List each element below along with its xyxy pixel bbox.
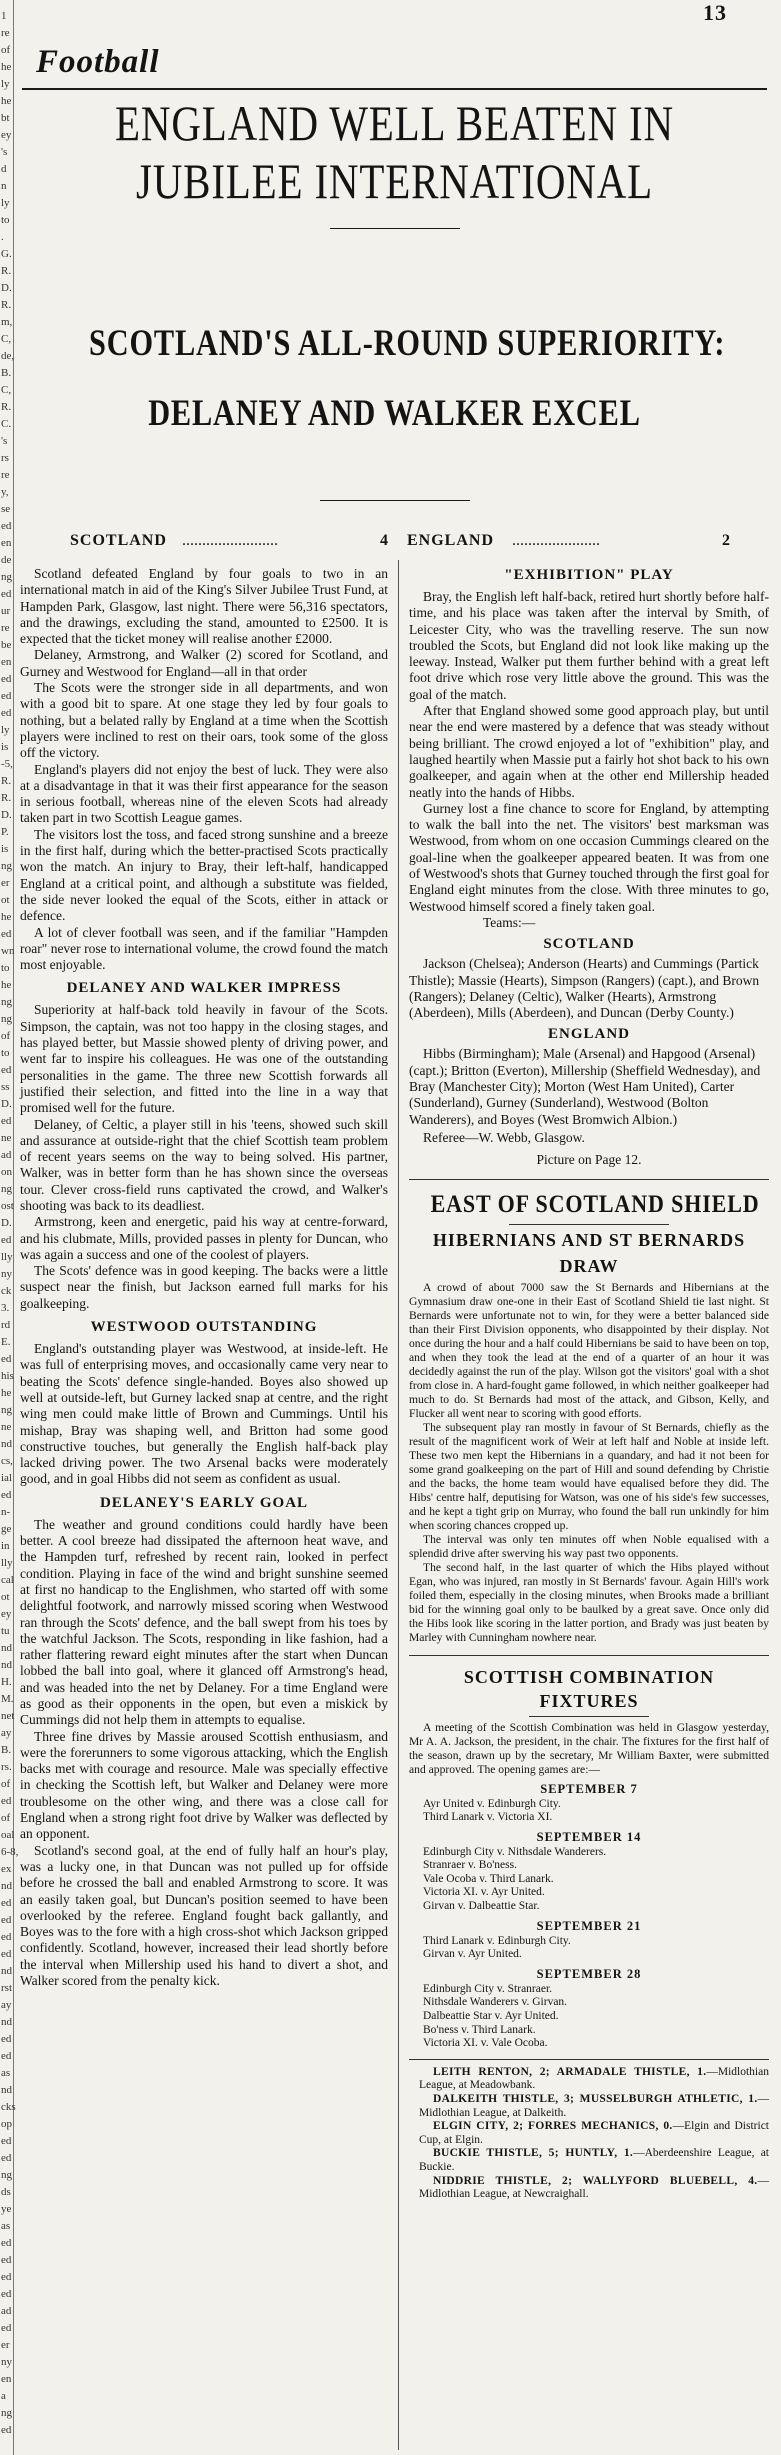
paragraph: The second half, in the last quarter of which the Hibs played without Egan, who was injured, ran mostly in St Bernards' favour. Again Hill's work foiled them, especially in the closing minutes, when Brooks made a brilliant bid for the winning goal only to be baulked by a great save. Once only did the Hibs look like scoring in the latter portion, and Brady was just beaten by Marley with Cunningham nowhere near.: [409, 1560, 769, 1644]
edge-fragment: in: [1, 1540, 10, 1552]
edge-fragment: to: [1, 1047, 10, 1059]
edge-fragment: lly: [1, 1557, 13, 1569]
edge-fragment: ed: [1, 707, 12, 719]
page-number: 13: [703, 0, 727, 25]
headline-line-2: JUBILEE INTERNATIONAL: [135, 153, 654, 209]
edge-fragment: ng: [1, 2407, 12, 2419]
fixture: Nithsdale Wanderers v. Girvan.: [423, 1996, 568, 2009]
edge-fragment: ck: [1, 1285, 12, 1297]
edge-fragment: of: [1, 1812, 11, 1824]
subheadline-line-1: SCOTLAND'S ALL-ROUND SUPERIORITY:: [89, 323, 726, 364]
paragraph: Scotland defeated England by four goals to two in an international match in aid of the King's Silver Jubilee Trust Fund, at Hampden Park, Glasgow, last night. There were 56,316 spectators, and the drawings, excluding the stand, amounted to £2500. It is expected that the ticket money will realise another £2000.: [20, 566, 388, 647]
edge-fragment: y,: [1, 486, 9, 498]
paragraph: After that England showed some good approach play, but until near the end were mastered by a defence that was steady without being brilliant. The crowd enjoyed a lot of "exhibition" play, and laughed heartily when Massie put a fairly hot shot back to his own goalkeeper, and again when at the other end Millership headed neatly into the hands of Hibbs.: [409, 703, 769, 800]
edge-fragment: on: [1, 1166, 12, 1178]
edge-fragment: nd: [1, 1880, 12, 1892]
edge-fragment: B.: [1, 367, 12, 379]
fixture: Victoria XI. v. Ayr United.: [423, 1886, 545, 1899]
home-dots: ........................: [182, 532, 278, 549]
edge-fragment: ed: [1, 673, 12, 685]
adjacent-column-fragments: [0, 0, 19, 2455]
paragraph: Three fine drives by Massie aroused Scottish enthusiasm, and were the forerunners to some vigorous attacking, which the English backs met with courage and resource. Male was specially effective in checking the Scottish left, but Walker and Delaney were more troublesome on the other wing, and there was a close call for England when a strong right foot drive by Walker was deflected by an opponent.: [20, 1728, 388, 1842]
edge-fragment: he: [1, 95, 12, 107]
edge-fragment: ey: [1, 1608, 12, 1620]
edge-fragment: of: [1, 1030, 11, 1042]
edge-fragment: of: [1, 1778, 11, 1790]
fixture: Edinburgh City v. Stranraer.: [423, 1982, 553, 1995]
edge-fragment: ed: [1, 2424, 12, 2436]
edge-fragment: re: [1, 27, 10, 39]
edge-fragment: D.: [1, 1098, 12, 1110]
paragraph: Delaney, Armstrong, and Walker (2) scored for Scotland, and Gurney and Westwood for England—all in that order: [20, 647, 388, 679]
edge-fragment: ur: [1, 605, 11, 617]
edge-fragment: P.: [1, 826, 9, 838]
paragraph: England's players did not enjoy the best of luck. They were also at a disadvantage in that it was their first appearance for the season in serious football, whereas nine of the eleven Scots had already taken part in two Scottish League games.: [20, 761, 388, 826]
edge-fragment: his: [1, 1370, 14, 1382]
edge-fragment: se: [1, 503, 11, 515]
edge-fragment: ds: [1, 2186, 11, 2198]
edge-fragment: 's: [1, 146, 8, 158]
result-note: —Aberdeenshire League, at Buckie.: [419, 2147, 769, 2173]
fixture-date: SEPTEMBER 14: [536, 1829, 642, 1844]
edge-fragment: C.: [1, 418, 12, 430]
paragraph: Bray, the English left half-back, retired hurt shortly before half-time, and his place was taken after the interval by Smith, of Leicester City, who was the travelling reserve. The sun now troubled the Scots, but England did not look like making up the leeway. Instead, Walker put them further behind with a great left foot drive which rose very little above the ground. This was the goal of the match.: [409, 589, 769, 702]
edge-fragment: ex: [1, 1863, 12, 1875]
edge-fragment: to: [1, 214, 10, 226]
edge-fragment: D.: [1, 282, 12, 294]
edge-fragment: ed: [1, 1795, 12, 1807]
fixture: Ayr United v. Edinburgh City.: [423, 1797, 561, 1810]
edge-fragment: ed: [1, 1931, 12, 1943]
edge-fragment: cs,: [1, 1455, 13, 1467]
edge-fragment: ed: [1, 2237, 12, 2249]
subheadline-line-2: DELANEY AND WALKER EXCEL: [148, 393, 641, 434]
result-note: —Midlothian League, at Dalkeith.: [419, 2093, 769, 2119]
team-title-scotland: SCOTLAND: [543, 936, 635, 953]
edge-fragment: ye: [1, 2203, 12, 2215]
edge-fragment: ed: [1, 588, 12, 600]
edge-fragment: ed: [1, 1234, 12, 1246]
home-team: SCOTLAND: [70, 532, 167, 549]
edge-fragment: d: [1, 163, 7, 175]
fixture: Girvan v. Dalbeattie Star.: [423, 1900, 540, 1913]
edge-fragment: ny: [1, 1268, 12, 1280]
result-line: [409, 2120, 769, 2147]
edge-fragment: ly: [1, 78, 10, 90]
edge-fragment: ed: [1, 1489, 12, 1501]
edge-fragment: ne: [1, 1421, 12, 1433]
edge-fragment: as: [1, 2067, 11, 2079]
subhead: WESTWOOD OUTSTANDING: [90, 1319, 318, 1336]
result-teams: DALKEITH THISTLE, 3; MUSSELBURGH ATHLETIC, 1.: [433, 2093, 758, 2105]
edge-fragment: be: [1, 639, 12, 651]
edge-fragment: re: [1, 622, 10, 634]
edge-fragment: ed: [1, 1914, 12, 1926]
divider: [509, 1224, 669, 1225]
shield-headline: EAST OF SCOTLAND SHIELD: [430, 1190, 760, 1218]
result-line: [409, 2175, 769, 2202]
edge-fragment: to: [1, 962, 10, 974]
result-teams: BUCKIE THISTLE, 5; HUNTLY, 1.: [433, 2147, 634, 2160]
fixture: Girvan v. Ayr United.: [423, 1948, 522, 1961]
edge-fragment: ng: [1, 1013, 12, 1025]
edge-fragment: ge: [1, 1523, 12, 1535]
edge-fragment: lly: [1, 1251, 13, 1263]
edge-fragment: 1: [1, 10, 7, 22]
edge-fragment: er: [1, 877, 10, 889]
edge-fragment: G.: [1, 248, 12, 260]
edge-fragment: nd: [1, 1642, 12, 1654]
shield-subhead-2: DRAW: [559, 1255, 619, 1276]
paragraph: Delaney, of Celtic, a player still in his 'teens, showed such skill and assurance at outside-right that the chief Scottish team problem of recent years seems on the way to being solved. His partner, Walker, was in better form than he has shown since the overseas tour. Clever cross-field runs captivated the crowd, and Walker's shooting was back to its deadliest.: [20, 1116, 388, 1213]
divider: [409, 1179, 769, 1180]
paragraph: A crowd of about 7000 saw the St Bernards and Hibernians at the Gymnasium draw one-one in their East of Scotland Shield tie last night. St Bernards were unfortunate not to win, for they were a better balanced side than their First Division opponents, who disappointed by their display. Not once during the hour and a half could Hibernians be said to have been on top, and when they took the lead at the end of a quarter of an hour it was decidedly against the run of the play. Wilson got the visitors' goal with a shot from close in. A hard-fought game followed, in which neither goalkeeper had much to do. St Bernards had most of the attack, and Gibson, Kelly, and Flucker all went near to scoring with good efforts.: [409, 1280, 769, 1420]
column-a: [20, 566, 388, 1989]
paragraph: The weather and ground conditions could hardly have been better. A cool breeze had dissipated the afternoon heat wave, and the Hampden turf, refreshed by recent rain, looked in perfect condition. Playing in face of the wind and bright sunshine seemed at first no handicap to the Englishmen, who started off with some delightful footwork, and narrowly missed scoring when Westwood ran through the Scots' defence, and the ball swept from his toes by the watchful Jackson. The Scots, responding in like fashion, had a rather flattering reward eight minutes after the start when Duncan lobbed the ball into goal, where it glanced off Armstrong's head, and was headed into the net by Delaney. For a time England were as good as their opponents in the open, but even a miskick by Cummings did not help them in attempts to equalise.: [20, 1516, 388, 1728]
edge-fragment: n: [1, 180, 7, 192]
fixture: Stranraer v. Bo'ness.: [423, 1859, 517, 1872]
divider: [529, 1716, 649, 1717]
headline-divider: [330, 228, 460, 229]
shield-subhead: HIBERNIANS AND ST BERNARDS: [432, 1229, 746, 1250]
edge-fragment: .: [1, 231, 4, 243]
edge-fragment: he: [1, 979, 12, 991]
edge-fragment: ne: [1, 1132, 12, 1144]
fixture: Third Lanark v. Victoria XI.: [423, 1811, 553, 1824]
result-note: —Elgin and District Cup, at Elgin.: [419, 2120, 769, 2146]
edge-fragment: R.: [1, 775, 12, 787]
teams-label: Teams:—: [483, 914, 536, 930]
edge-fragment: he: [1, 1387, 12, 1399]
edge-fragment: as: [1, 2220, 11, 2232]
edge-fragment: ng: [1, 2169, 12, 2181]
edge-fragment: rst: [1, 1982, 12, 1994]
edge-fragment: rs: [1, 452, 9, 464]
subhead: "EXHIBITION" PLAY: [504, 567, 674, 583]
edge-fragment: ed: [1, 2135, 12, 2147]
team-list-england: Hibbs (Birmingham); Male (Arsenal) and Hapgood (Arsenal) (capt.); Britton (Everton), Millership (Sheffield Wednesday), and Bray (Manchester City); Morton (West Ham United), Carter (Sunderland), Gurney (Sunderland), Westwood (Bolton Wanderers), and Boyes (West Bromwich Albion.): [409, 1046, 761, 1127]
combination-headline-2: FIXTURES: [539, 1690, 639, 1711]
result-teams: LEITH RENTON, 2; ARMADALE THISTLE, 1.: [433, 2065, 707, 2078]
edge-fragment: ay: [1, 1727, 12, 1739]
fixture: Dalbeattie Star v. Ayr United.: [423, 2010, 559, 2023]
edge-fragment: ed: [1, 1064, 12, 1076]
edge-fragment: ed: [1, 2152, 12, 2164]
edge-fragment: ed: [1, 2322, 12, 2334]
edge-fragment: ly: [1, 724, 10, 736]
subhead: DELANEY AND WALKER IMPRESS: [66, 980, 342, 997]
team-title-england: ENGLAND: [547, 1026, 630, 1043]
edge-fragment: ed: [1, 2254, 12, 2266]
away-team: ENGLAND: [407, 532, 495, 549]
edge-fragment: de,: [1, 350, 15, 362]
scoreline: [22, 532, 767, 554]
paragraph: The Scots' defence was in good keeping. The backs were a little suspect near the finish, but Jackson earned full marks for his goalkeeping.: [20, 1263, 388, 1311]
edge-fragment: en: [1, 537, 12, 549]
edge-fragment: B.: [1, 1744, 12, 1756]
edge-fragment: op: [1, 2118, 12, 2130]
edge-fragment: ey: [1, 129, 12, 141]
edge-fragment: net: [1, 1710, 15, 1722]
edge-fragment: er: [1, 2339, 10, 2351]
edge-fragment: wn: [1, 945, 15, 957]
deck-divider: [320, 500, 470, 501]
edge-fragment: ed: [1, 1115, 12, 1127]
team-list-scotland: Jackson (Chelsea); Anderson (Hearts) and Cummings (Partick Thistle); Massie (Hearts), Simpson (Rangers) (capt.), and Brown (Rangers); Delaney (Celtic), Walker (Hearts), Armstrong (Aberdeen), Mills (Aberdeen), and Duncan (Derby County.): [409, 956, 760, 1021]
edge-fragment: nd: [1, 1438, 12, 1450]
paragraph: The Scots were the stronger side in all departments, and won with a good bit to spare. At one stage they led by four goals to nothing, but a belated rally by England at a time when the Scottish players were inclined to rest on their oars, took some of the gloss off the victory.: [20, 680, 388, 761]
edge-fragment: 3.: [1, 1302, 10, 1314]
paragraph: The visitors lost the toss, and faced strong sunshine and a breeze in the first half, during which the better-practised Scots practically won the match. An injury to Bray, their left-half, handicapped England at a critical point, and although a substitute was fielded, the side never looked the equal of the Scots, either in attack or defence.: [20, 826, 388, 924]
headline-line-1: ENGLAND WELL BEATEN IN: [115, 95, 674, 151]
picture-note: Picture on Page 12.: [536, 1152, 642, 1168]
edge-fragment: rs.: [1, 1761, 12, 1773]
edge-fragment: a: [1, 2390, 6, 2402]
edge-fragment: tu: [1, 1625, 10, 1637]
edge-fragment: nd: [1, 1965, 12, 1977]
edge-fragment: ng: [1, 860, 12, 872]
edge-fragment: nd: [1, 1659, 12, 1671]
edge-fragment: H.: [1, 1676, 12, 1688]
edge-fragment: bt: [1, 112, 10, 124]
edge-fragment: ny: [1, 2356, 12, 2368]
edge-fragment: ed: [1, 2271, 12, 2283]
edge-fragment: ay: [1, 1999, 12, 2011]
edge-fragment: R.: [1, 401, 12, 413]
edge-fragment: E.: [1, 1336, 11, 1348]
edge-fragment: ed: [1, 690, 12, 702]
edge-fragment: ed: [1, 2288, 12, 2300]
edge-fragment: C,: [1, 333, 12, 345]
edge-fragment: is: [1, 741, 9, 753]
edge-fragment: ost: [1, 1200, 14, 1212]
edge-fragment: M.: [1, 1693, 14, 1705]
edge-fragment: is: [1, 843, 9, 855]
result-teams: ELGIN CITY, 2; FORRES MECHANICS, 0.: [433, 2120, 673, 2133]
edge-fragment: he: [1, 911, 12, 923]
edge-fragment: rd: [1, 1319, 11, 1331]
edge-fragment: ad: [1, 2305, 12, 2317]
edge-fragment: R.: [1, 299, 12, 311]
edge-fragment: en: [1, 656, 12, 668]
fixture-date: SEPTEMBER 7: [540, 1781, 638, 1796]
edge-fragment: re: [1, 469, 10, 481]
edge-fragment: nd: [1, 2084, 12, 2096]
fixture: Vale Ocoba v. Third Lanark.: [423, 1872, 554, 1885]
edge-fragment: n-: [1, 1506, 11, 1518]
edge-fragment: ot: [1, 894, 10, 906]
edge-fragment: 's: [1, 435, 8, 447]
paragraph: Scotland's second goal, at the end of fully half an hour's play, was a lucky one, in that Duncan was not pulled up for offside before he crossed the ball and enabled Armstrong to score. It was an easily taken goal, but Duncan's position seemed to have been overlooked by the referee. England fought back gallantly, and Boyes was to the fore with a high cross-shot which Jackson gripped confidently. Scotland, however, increased their lead shortly before the interval when Millership used his hand to divert a shot, and Walker scored from the penalty kick.: [20, 1842, 388, 1989]
edge-fragment: C,: [1, 384, 12, 396]
edge-fragment: nd: [1, 2016, 12, 2028]
edge-fragment: ad: [1, 1149, 12, 1161]
result-line: [409, 2066, 769, 2093]
away-dots: ......................: [512, 532, 600, 549]
edge-fragment: ed: [1, 2033, 12, 2045]
column-divider: [398, 560, 399, 2450]
edge-fragment: D.: [1, 809, 12, 821]
column-b: [409, 566, 769, 2202]
edge-fragment: de: [1, 554, 12, 566]
edge-fragment: oal: [1, 1829, 15, 1841]
fixture: Bo'ness v. Third Lanark.: [423, 2023, 536, 2036]
fixture-date: SEPTEMBER 21: [536, 1918, 642, 1933]
paragraph: Gurney lost a fine chance to score for England, by attempting to walk the ball into the net. The visitors' best marksman was Westwood, from whom on one occasion Cummings cleared on the goal-line when the goalkeeper appeared beaten. It was from one of Westwood's shots that Gurney touched through the first goal for England eight minutes from the close. With three minutes to go, Westwood himself scored a finely taken goal.: [409, 800, 769, 914]
edge-fragment: ed: [1, 2050, 12, 2062]
paragraph: A meeting of the Scottish Combination was held in Glasgow yesterday, Mr A. A. Jackson, the president, in the chair. The fixtures for the first half of the season, drawn up by the secretary, Mr William Baxter, were submitted and approved. The opening games are:—: [409, 1720, 769, 1776]
edge-fragment: ng: [1, 571, 12, 583]
edge-fragment: R.: [1, 265, 12, 277]
edge-fragment: ed: [1, 1948, 12, 1960]
edge-fragment: ed: [1, 520, 12, 532]
result-note: —Midlothian League, at Meadowbank.: [419, 2065, 769, 2092]
paragraph: The interval was only ten minutes off when Noble equalised with a splendid drive after swerving his way past two opponents.: [409, 1532, 769, 1560]
paragraph: England's outstanding player was Westwood, at inside-left. He was full of enterprising moves, and occasionally came very near to beating the Scots' defence single-handed. Boyes also showed up well at outside-left, but Gurney lacked snap at centre, and the right wing men could make little of Brown and Cummings. Until his mishap, Bray was shaping well, and Britton had some good constructive touches, but generally the English half-back play lacked driving power. The two Arsenal backs were moderately good, and in goal Hibbs did not seem as confident as usual.: [20, 1341, 388, 1487]
edge-fragment: ly: [1, 197, 10, 209]
result-line: [409, 2147, 769, 2174]
edge-fragment: m,: [1, 316, 13, 328]
edge-fragment: R.: [1, 792, 12, 804]
edge-fragment: ed: [1, 1897, 12, 1909]
edge-fragment: ss: [1, 1081, 10, 1093]
edge-fragment: ed: [1, 1353, 12, 1365]
edge-fragment: ng: [1, 996, 12, 1008]
edge-fragment: he: [1, 61, 12, 73]
subhead: DELANEY'S EARLY GOAL: [99, 1494, 309, 1511]
fixture: Edinburgh City v. Nithsdale Wanderers.: [423, 1845, 607, 1858]
edge-fragment: en: [1, 2373, 12, 2385]
combination-headline: SCOTTISH COMBINATION: [463, 1666, 715, 1687]
edge-fragment: cal: [1, 1574, 14, 1586]
edge-fragment: -5,: [1, 758, 13, 770]
paragraph: Armstrong, keen and energetic, paid his way at centre-forward, and his clubmate, Mills, provided passes in plenty for Duncan, who was again a success and one of the coolest of players.: [20, 1214, 388, 1262]
away-score: 2: [722, 532, 731, 549]
result-note: —Midlothian League, at Newcraighall.: [419, 2174, 769, 2201]
edge-fragment: ng: [1, 1404, 12, 1416]
result-line: [409, 2093, 769, 2120]
paragraph: The subsequent play ran mostly in favour of St Bernards, chiefly as the result of the magnificent work of Weir at left half and Noble at inside left. These two men kept the Hibernians in a quandary, and had it not been for some grand goalkeeping on the part of Hill and sound defending by Christie and the backs, the home team would have equalised before they did. The Hibs' centre half, deputising for Watson, was one of his side's few successes, and he kept a tight grip on Murray, who found the ball run unkindly for him when scoring chances cropped up.: [409, 1420, 769, 1532]
paragraph: Superiority at half-back told heavily in favour of the Scots. Simpson, the captain, was not too happy in the closing stages, and has played better, but Massie showed plenty of driving power, and went far to inspire his colleagues. He was one of the outstanding personalities in the game. The three new Scottish forwards all justified their selection, and fitted into the line in a way that promised well for the future.: [20, 1002, 388, 1116]
edge-fragment: 6-8,: [1, 1846, 19, 1858]
fixture: Third Lanark v. Edinburgh City.: [423, 1934, 571, 1947]
edge-fragment: D.: [1, 1217, 12, 1229]
divider: [409, 2059, 769, 2060]
fixture-date: SEPTEMBER 28: [536, 1966, 642, 1981]
paragraph: A lot of clever football was seen, and if the familiar "Hampden roar" never rose to international volume, the crowd found the match most enjoyable.: [20, 924, 388, 973]
top-rule: [22, 88, 767, 90]
result-teams: NIDDRIE THISTLE, 2; WALLYFORD BLUEBELL, 4.: [433, 2174, 758, 2187]
section-label: Football: [36, 44, 160, 80]
edge-fragment: ng: [1, 1183, 12, 1195]
edge-fragment: ed: [1, 928, 12, 940]
edge-fragment: cks: [1, 2101, 16, 2113]
home-score: 4: [380, 532, 389, 549]
fixture: Victoria XI. v. Vale Ocoba.: [423, 2037, 548, 2050]
edge-fragment: of: [1, 44, 11, 56]
edge-fragment: ial: [1, 1472, 12, 1484]
edge-fragment: ot: [1, 1591, 10, 1603]
referee: Referee—W. Webb, Glasgow.: [423, 1129, 585, 1145]
divider: [409, 1655, 769, 1656]
